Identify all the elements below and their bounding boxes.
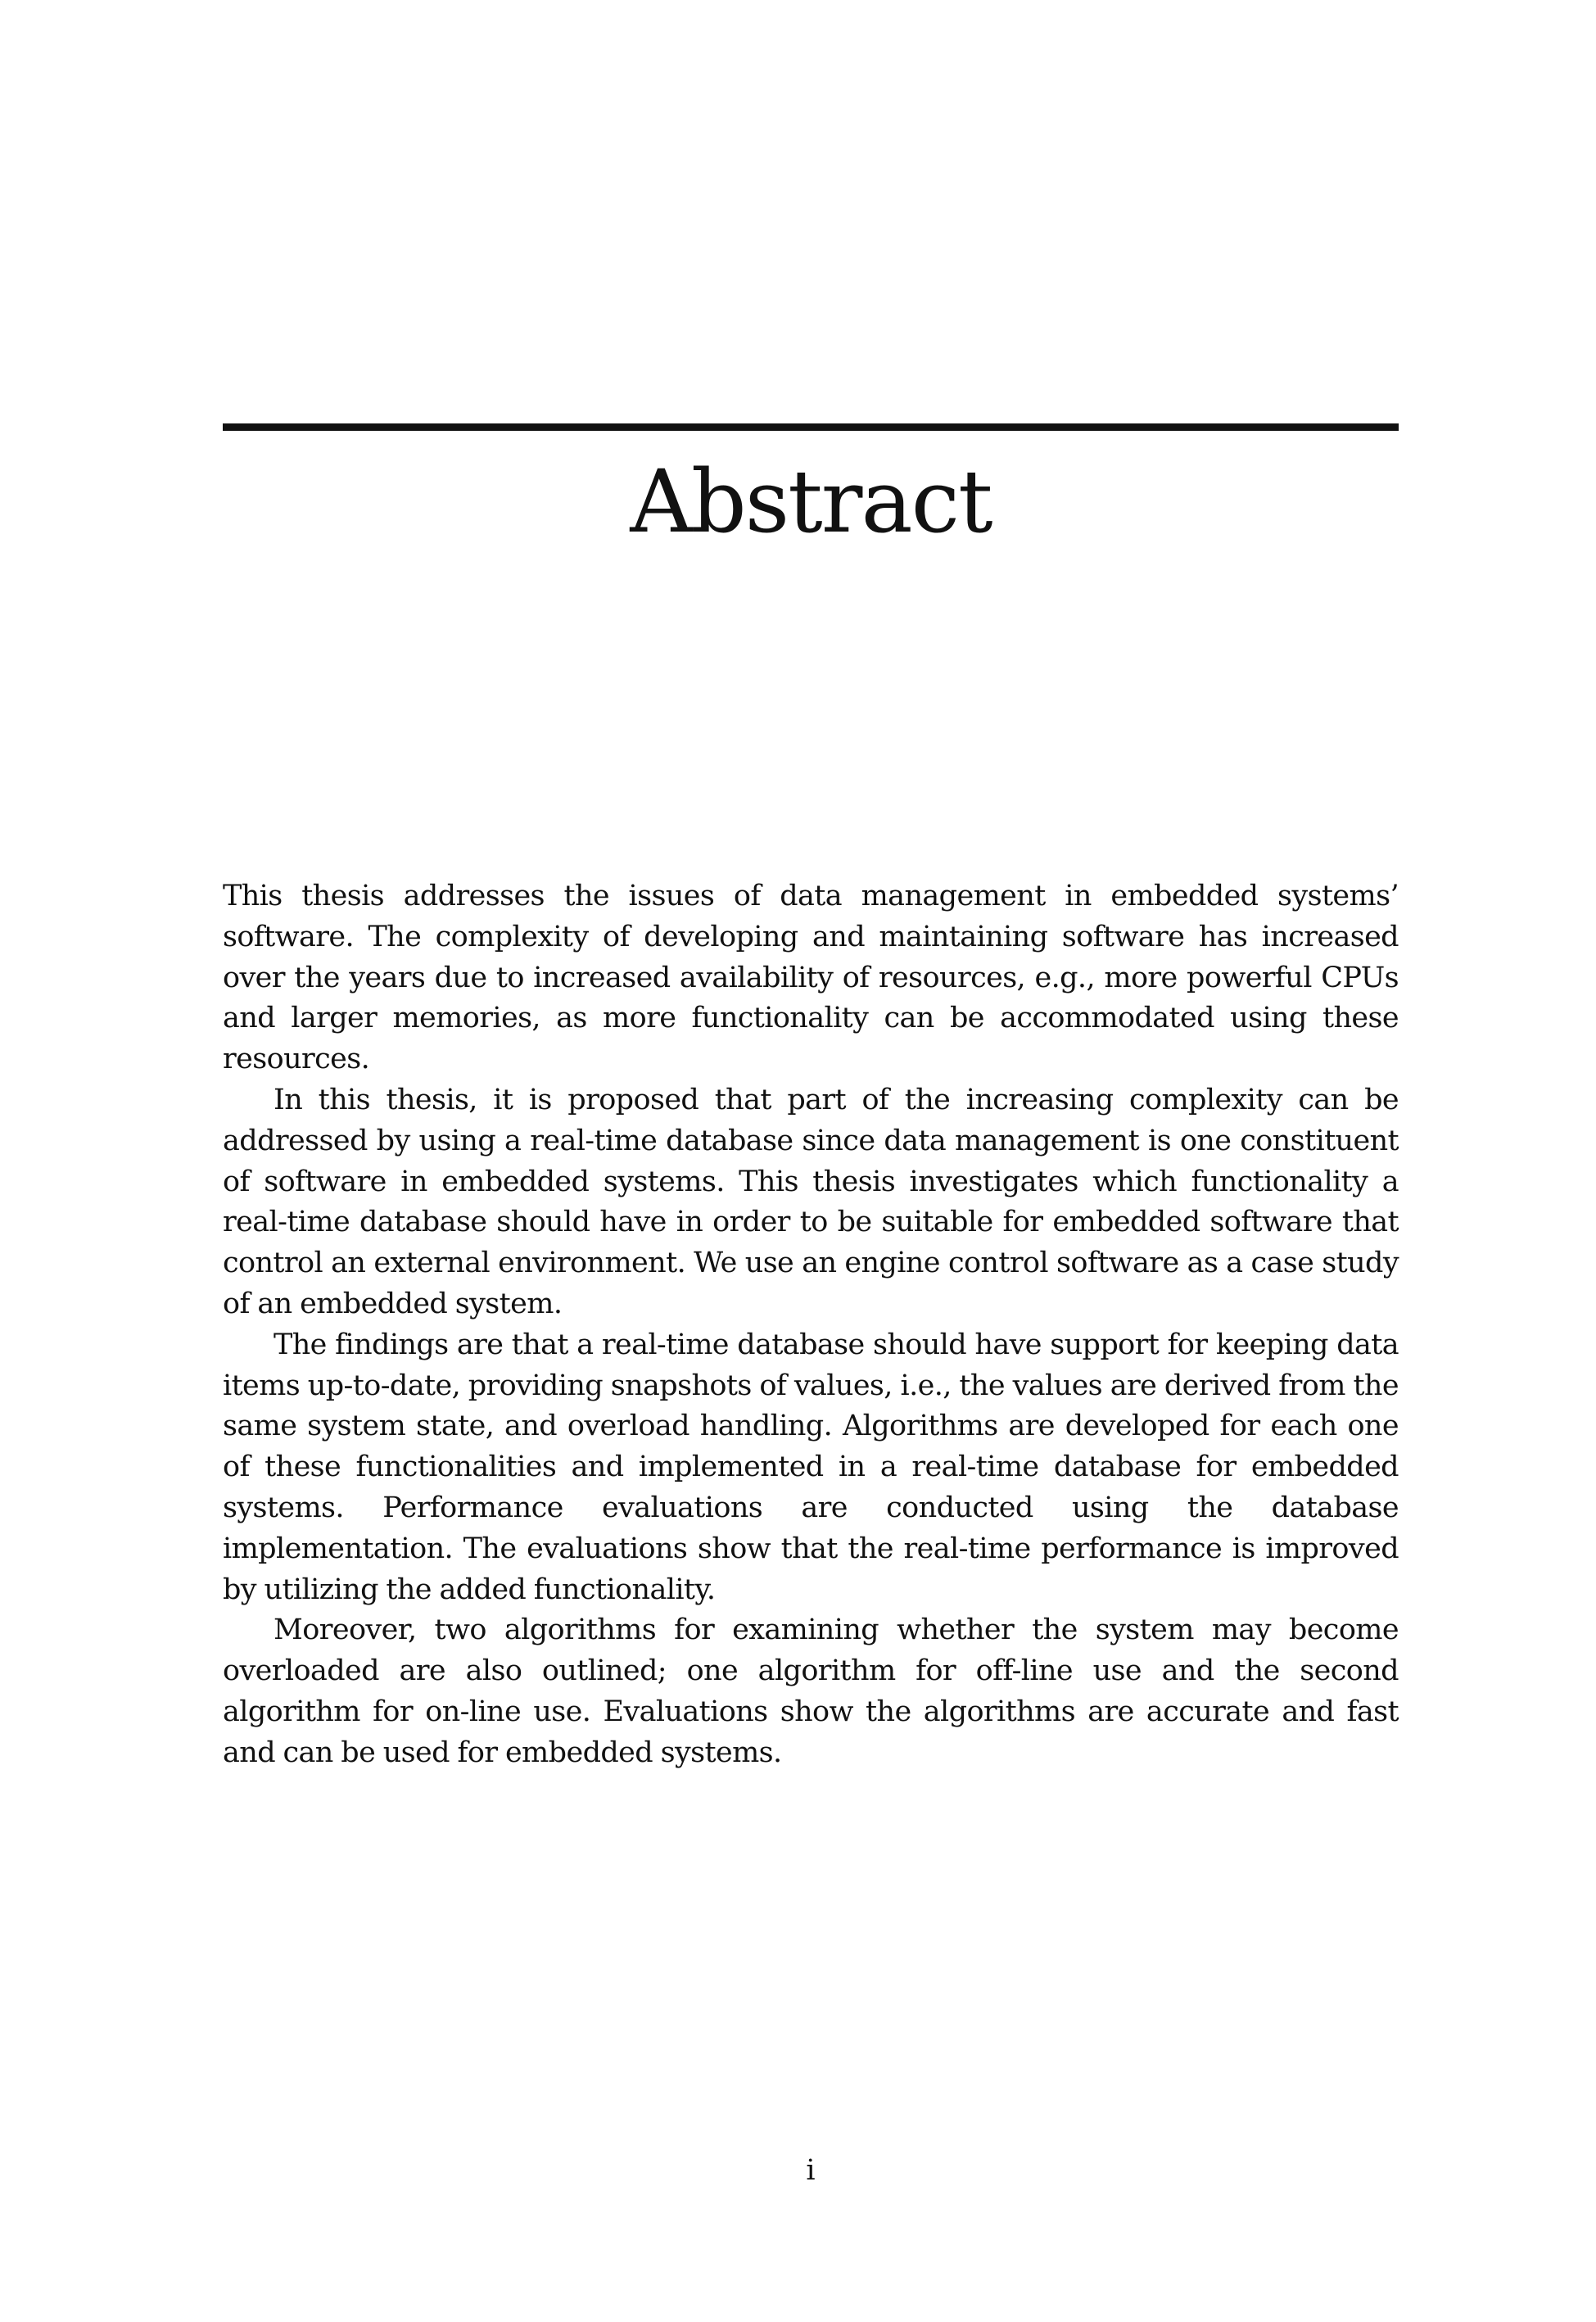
- chapter-heading-rule: [223, 423, 1399, 431]
- chapter-title: Abstract: [630, 451, 992, 552]
- page-number: i: [806, 2154, 816, 2187]
- abstract-paragraph-4: Moreover, two algorithms for examining whether the system may become overloaded are also outlined; one algorithm for off-line use and the second algorithm for on-line use. Evaluations show the algorithms are accurate and fast and can be used for embedded systems.: [223, 1614, 1399, 1769]
- abstract-paragraph-1: This thesis addresses the issues of data management in embedded systems’ software. The complexity of developing and maintaining software has increased over the years due to increased availability of resources, e.g., more powerful CPUs and larger memories, as more functionality can be accommodated using these resources.: [223, 880, 1399, 1076]
- abstract-paragraph-2: In this thesis, it is proposed that part of the increasing complexity can be addressed by using a real-time database since data management is one constituent of software in embedded systems. This thesis investigates which functionality a real-time database should have in order to be suitable for embedded software that control an external environment. We use an engine control software as a case study of an embedded system.: [223, 1083, 1399, 1320]
- abstract-body: [223, 876, 1399, 1774]
- abstract-paragraph-3: The findings are that a real-time database should have support for keeping data items up-to-date, providing snapshots of values, i.e., the values are derived from the same system state, and overload handling. Algorithms are developed for each one of these functionalities and implemented in a real-time database for embedded systems. Performance evaluations are conducted using the database implementation. The evaluations show that the real-time performance is improved by utilizing the added functionality.: [223, 1328, 1399, 1606]
